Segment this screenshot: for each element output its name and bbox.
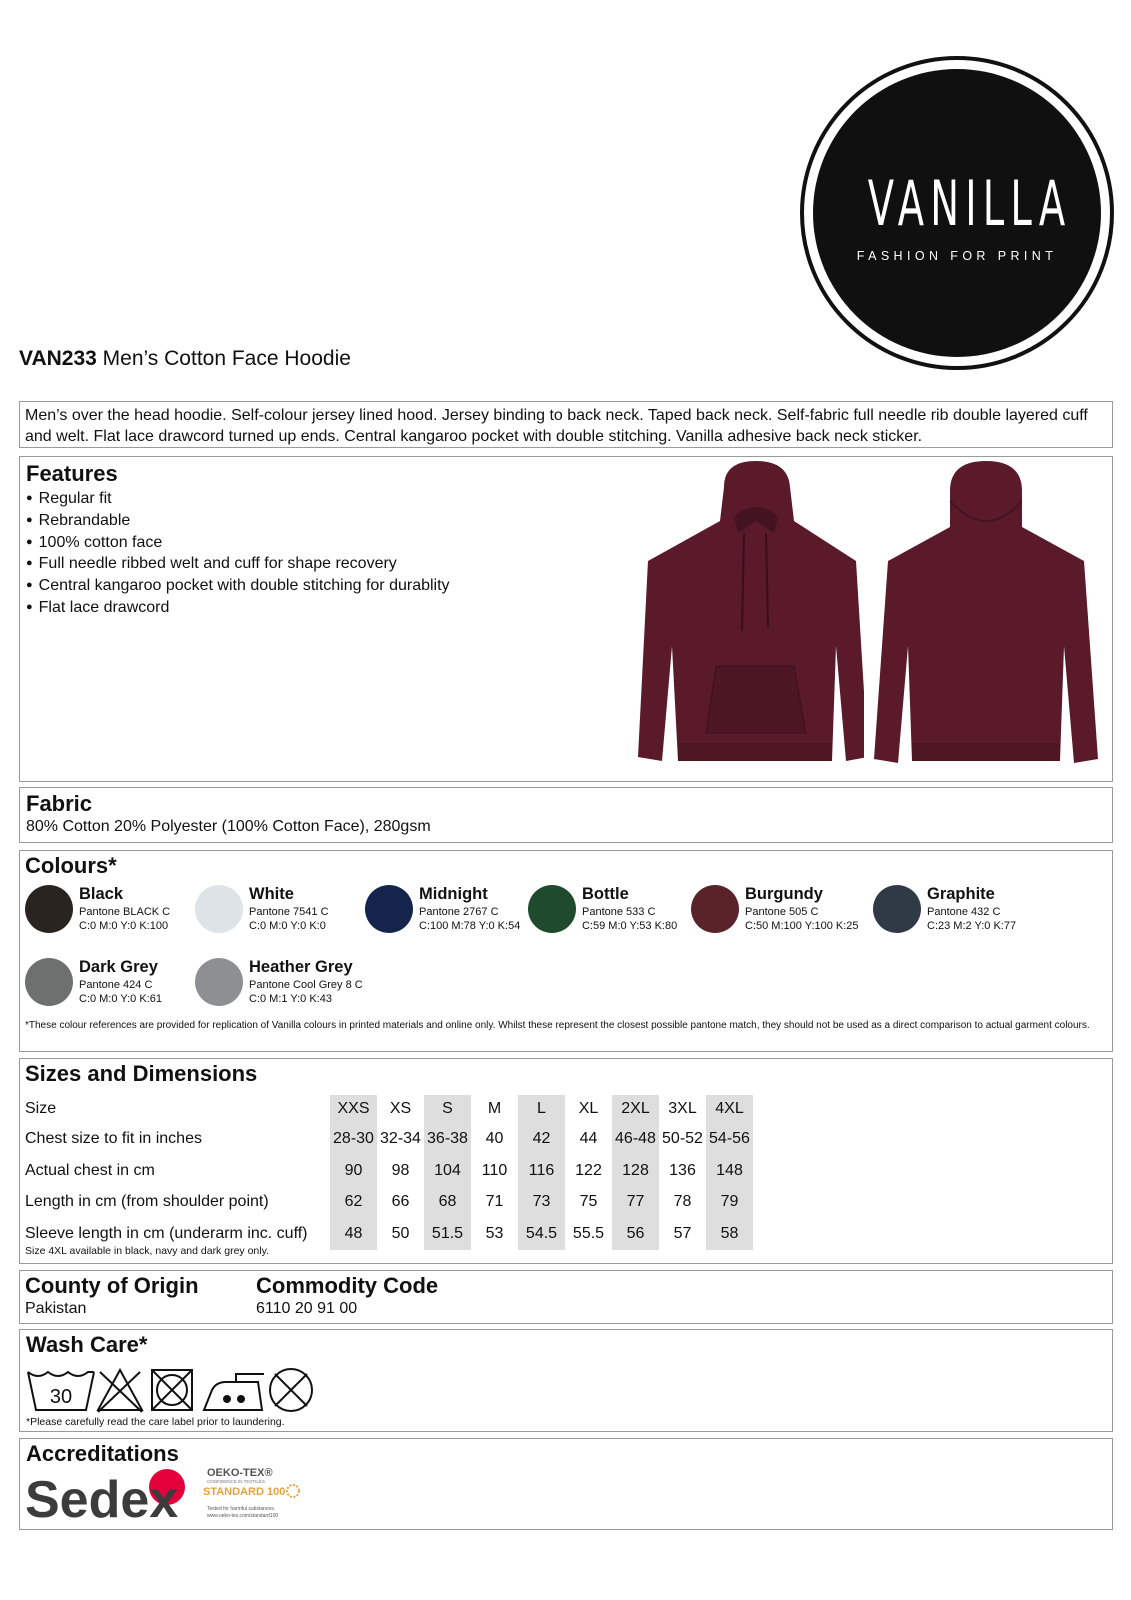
table-cell: 46-48 — [612, 1123, 659, 1155]
commodity-value: 6110 20 91 00 — [256, 1300, 358, 1317]
size-header: 3XL — [668, 1100, 697, 1117]
logo-brand: VANILLA — [867, 167, 1072, 240]
oeko-tex-logo — [203, 1466, 313, 1522]
colour-pantone: Pantone Cool Grey 8 C — [249, 979, 363, 991]
table-cell: 68 — [424, 1186, 471, 1218]
svg-text:Sedex: Sedex — [25, 1471, 179, 1523]
table-cell: 104 — [424, 1155, 471, 1187]
origin-value: Pakistan — [25, 1300, 87, 1317]
colour-dot — [691, 885, 739, 933]
table-cell: 75 — [579, 1193, 598, 1211]
vanilla-logo — [800, 56, 1114, 370]
svg-text:30: 30 — [49, 1386, 73, 1408]
product-code: VAN233 — [19, 347, 97, 370]
fabric-text: 80% Cotton 20% Polyester (100% Cotton Face), 280gsm — [26, 818, 431, 835]
accreditations-box — [19, 1438, 1113, 1530]
colour-name: Heather Grey — [249, 958, 353, 976]
table-cell: 148 — [706, 1155, 753, 1187]
table-cell: 54.5 — [518, 1218, 565, 1250]
colour-cmyk: C:0 M:0 Y:0 K:0 — [249, 920, 326, 932]
table-cell: 54-56 — [706, 1123, 753, 1155]
feature-item: ● Regular fit — [26, 488, 1106, 510]
colour-name: Midnight — [419, 885, 488, 903]
svg-text:CONFIDENCE IN TEXTILES: CONFIDENCE IN TEXTILES — [207, 1479, 265, 1484]
feature-item: ● Rebrandable — [26, 510, 1106, 532]
svg-text:STANDARD 100: STANDARD 100 — [203, 1486, 286, 1498]
feature-item: ● 100% cotton face — [26, 532, 1106, 554]
colour-pantone: Pantone BLACK C — [79, 906, 171, 918]
product-name: Men’s Cotton Face Hoodie — [102, 347, 351, 370]
table-row — [25, 1095, 753, 1123]
table-cell: 116 — [518, 1155, 565, 1187]
iron-medium-icon — [204, 1374, 264, 1410]
colour-dot — [25, 958, 73, 1006]
wash-care-box — [19, 1329, 1113, 1432]
wash-30-icon — [28, 1372, 94, 1410]
do-not-bleach-icon — [98, 1370, 142, 1412]
colours-box — [19, 850, 1113, 1052]
sedex-logo — [25, 1469, 195, 1523]
colour-cmyk: C:50 M:100 Y:100 K:25 — [745, 920, 859, 932]
table-cell: 77 — [612, 1186, 659, 1218]
wash-care-icons — [26, 1366, 326, 1416]
colour-name: Dark Grey — [79, 958, 158, 976]
colour-pantone: Pantone 505 C — [745, 906, 819, 918]
colour-cmyk: C:59 M:0 Y:53 K:80 — [582, 920, 678, 932]
table-row — [25, 1123, 753, 1155]
table-cell: 90 — [330, 1155, 377, 1187]
table-cell: 79 — [706, 1186, 753, 1218]
colour-name: Black — [79, 885, 124, 903]
table-cell: 55.5 — [572, 1224, 605, 1242]
do-not-tumble-dry-icon — [152, 1370, 192, 1410]
colour-name: Bottle — [582, 885, 629, 903]
table-cell: 36-38 — [424, 1123, 471, 1155]
size-header: 2XL — [612, 1095, 659, 1123]
colour-name: Graphite — [927, 885, 995, 903]
size-header: XXS — [330, 1095, 377, 1123]
table-row-label: Length in cm (from shoulder point) — [25, 1193, 269, 1211]
table-row — [25, 1155, 753, 1187]
svg-text:Tested for harmful substances.: Tested for harmful substances. — [207, 1506, 276, 1512]
accreditations-heading: Accreditations — [26, 1441, 179, 1466]
table-cell: 50-52 — [662, 1129, 703, 1147]
commodity-heading: Commodity Code — [256, 1273, 439, 1298]
table-row-label: Sleeve length in cm (underarm inc. cuff) — [25, 1224, 308, 1242]
table-cell: 57 — [673, 1224, 692, 1242]
table-cell: 73 — [518, 1186, 565, 1218]
table-cell: 110 — [481, 1161, 508, 1179]
fabric-heading: Fabric — [26, 791, 93, 816]
feature-item: ● Flat lace drawcord — [26, 597, 1106, 619]
size-header: L — [518, 1095, 565, 1123]
features-box — [19, 456, 1113, 782]
logo-disc — [813, 69, 1101, 357]
table-row-label: Actual chest in cm — [25, 1161, 155, 1179]
do-not-dry-clean-icon — [270, 1369, 312, 1411]
origin-box — [19, 1270, 1113, 1324]
logo-tagline: FASHION FOR PRINT — [856, 249, 1058, 263]
colour-pantone: Pantone 424 C — [79, 979, 153, 991]
table-cell: 51.5 — [424, 1218, 471, 1250]
table-cell: 71 — [485, 1193, 504, 1211]
size-header: XL — [578, 1100, 599, 1117]
features-heading: Features — [26, 461, 118, 486]
colour-cmyk: C:23 M:2 Y:0 K:77 — [927, 920, 1017, 932]
feature-item: ● Central kangaroo pocket with double stitching for durablity — [26, 575, 1106, 597]
colour-pantone: Pantone 7541 C — [249, 906, 329, 918]
colour-name: White — [249, 885, 294, 903]
table-row-label: Chest size to fit in inches — [25, 1129, 202, 1147]
colour-cmyk: C:100 M:78 Y:0 K:54 — [419, 920, 521, 932]
description-box — [19, 401, 1113, 448]
size-header: S — [424, 1095, 471, 1123]
product-title — [19, 347, 351, 371]
commodity-column — [256, 1273, 438, 1320]
size-header: M — [487, 1100, 502, 1117]
table-cell: 98 — [391, 1161, 410, 1179]
colour-swatch-graphite — [873, 885, 1103, 935]
wash-heading: Wash Care* — [26, 1332, 148, 1357]
svg-text:OEKO-TEX®: OEKO-TEX® — [207, 1467, 273, 1479]
table-cell: 42 — [518, 1123, 565, 1155]
table-cell: 136 — [669, 1161, 696, 1179]
colours-heading: Colours* — [25, 853, 117, 878]
fabric-box — [19, 787, 1113, 843]
colour-cmyk: C:0 M:0 Y:0 K:100 — [79, 920, 169, 932]
svg-text:www.oeko-tex.com/standard100: www.oeko-tex.com/standard100 — [207, 1513, 279, 1519]
size-header: 4XL — [706, 1095, 753, 1123]
colour-pantone: Pantone 533 C — [582, 906, 656, 918]
table-cell: 122 — [575, 1161, 602, 1179]
table-cell: 62 — [330, 1186, 377, 1218]
colour-name: Burgundy — [745, 885, 823, 903]
colour-cmyk: C:0 M:1 Y:0 K:43 — [249, 993, 332, 1005]
colour-dot — [873, 885, 921, 933]
colour-pantone: Pantone 432 C — [927, 906, 1001, 918]
hoodie-back-image — [870, 461, 1102, 773]
table-cell: 58 — [706, 1218, 753, 1250]
colour-dot — [195, 885, 243, 933]
table-row — [25, 1186, 753, 1218]
feature-item: ● Full needle ribbed welt and cuff for shape recovery — [26, 553, 1106, 575]
table-cell: 48 — [330, 1218, 377, 1250]
table-cell: 44 — [579, 1129, 598, 1147]
description-text: Men’s over the head hoodie. Self-colour jersey lined hood. Jersey binding to back neck. Taped back neck. Self-fabric full needle rib double layered cuff and welt. Flat lace drawcord turned up ends. Central kangaroo pocket with double stitching. Vanilla adhesive back neck sticker. — [25, 407, 1088, 445]
table-row-label: Size — [25, 1100, 57, 1117]
colour-dot — [195, 958, 243, 1006]
sizes-table — [25, 1095, 753, 1250]
colours-note: *These colour references are provided for replication of Vanilla colours in printed materials and online only. Whilst these represent the closest possible pantone match, they should not be used as a direct comparison to actual garment colours. — [25, 1020, 1090, 1031]
colour-dot — [25, 885, 73, 933]
hoodie-front-image — [634, 461, 864, 773]
colour-dot — [365, 885, 413, 933]
sizes-note: Size 4XL available in black, navy and dark grey only. — [25, 1245, 269, 1257]
size-header: XS — [389, 1100, 412, 1117]
table-cell: 32-34 — [380, 1129, 421, 1147]
sizes-heading: Sizes and Dimensions — [25, 1061, 258, 1086]
table-cell: 50 — [391, 1224, 410, 1242]
table-cell: 28-30 — [330, 1123, 377, 1155]
table-cell: 40 — [485, 1129, 504, 1147]
table-cell: 128 — [612, 1155, 659, 1187]
colour-cmyk: C:0 M:0 Y:0 K:61 — [79, 993, 162, 1005]
wash-note: *Please carefully read the care label prior to laundering. — [26, 1416, 285, 1428]
colour-dot — [528, 885, 576, 933]
sizes-box — [19, 1058, 1113, 1264]
table-cell: 66 — [391, 1193, 410, 1211]
table-cell: 56 — [612, 1218, 659, 1250]
colour-swatch-heather-grey — [195, 958, 425, 1008]
table-cell: 53 — [485, 1224, 504, 1242]
origin-heading: County of Origin — [25, 1273, 199, 1298]
table-cell: 78 — [673, 1193, 692, 1211]
colour-pantone: Pantone 2767 C — [419, 906, 499, 918]
